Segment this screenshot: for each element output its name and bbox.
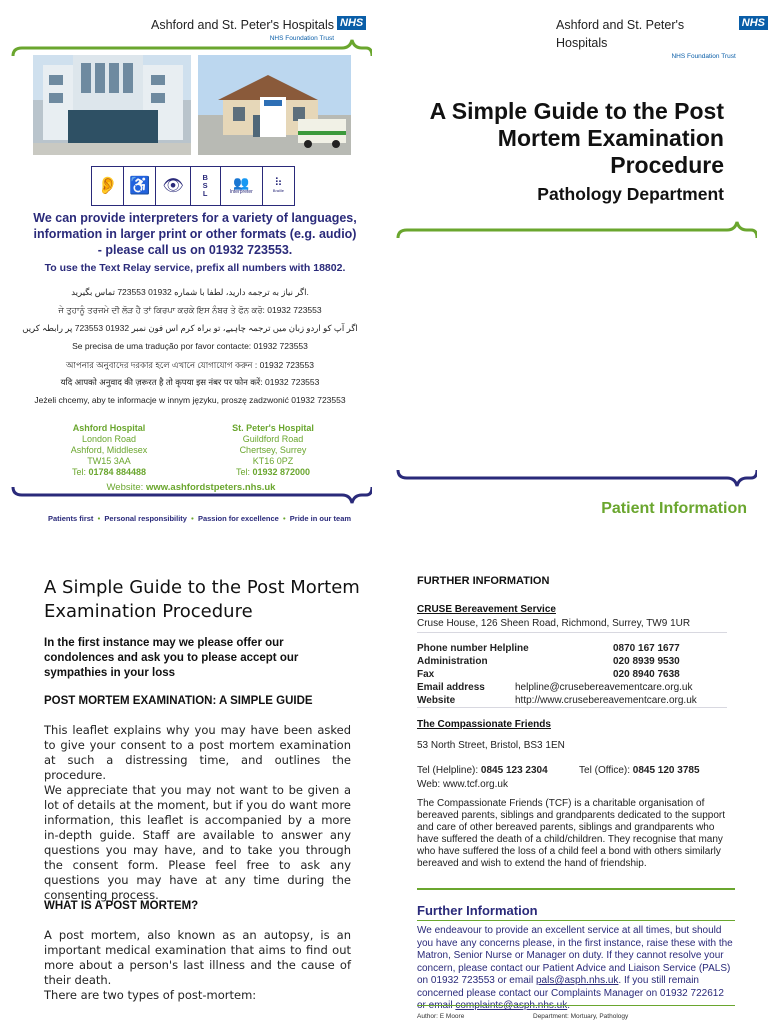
ashford-tel: 01784 884488 [88,467,147,477]
guide-paragraph: We appreciate that you may not want to be given a lot of details at the moment, but if you do want more information, this leaflet is accompanied by a more in-depth guide. Staff are available to answer any questions you may have, and to take you through the consent form. Please feel free to ask any questions you may have at any time during the consenting process. [44,783,351,902]
language-list [20,287,360,413]
interpreter-icon: 👥 Interpreter [221,167,263,205]
braille-label: Braille [272,187,284,193]
tcf-title: The Compassionate Friends [417,719,551,730]
tcf-phones [417,765,727,777]
cover-title: A Simple Guide to the Post Mortem Examination Procedure [429,98,724,178]
st-peters-line: Chertsey, Surrey [239,445,307,455]
navy-brace-cover [395,468,757,498]
patient-information-label: Patient Information [601,500,747,517]
contact-label: Fax [417,669,435,680]
department-line: Department: Mortuary, Pathology [533,1013,629,1020]
language-line: ਜੇ ਤੁਹਾਨੂੰ ਤਰਜਮੇ ਦੀ ਲੋੜ ਹੈ ਤਾਂ ਕਿਰਪਾ ਕਰਕੇ ਇਸ ਨੰਬਰ ਤੇ ਫੋਨ ਕਰੋ: 01932 723553 [58,305,322,315]
tcf-helpline-label: Tel (Helpline): [417,765,479,776]
tcf-office-label: Tel (Office): [579,765,630,776]
language-line: اگر آپ کو اردو زبان میں ترجمہ چاہیے، تو براہ کرم اس فون نمبر 01932 723553 پر رابطہ کریں [22,323,358,333]
divider [417,707,727,708]
language-line: Jeżeli chcemy, aby te informacje w innym języku, proszę zadzwonić 01932 723553 [34,395,346,405]
pals-email-link[interactable]: pals@asph.nhs.uk [535,975,619,986]
guide-paragraph: A post mortem, also known as an autopsy, is an important medical examination that aims to find out more about a person's last illness and the cause of their death. [44,928,351,987]
text-relay-notice: To use the Text Relay service, prefix all numbers with 18802. [44,262,346,274]
guide-title: A Simple Guide to the Post Mortem Examination Procedure [44,577,360,622]
st-peters-tel: 01932 872000 [252,467,311,477]
language-line: আপনার অনুবাদের দরকার হলে এখানে যোগাযোগ করুন : 01932 723553 [66,360,314,370]
fi-text: . If you still remain concerned please contact our Complaints Manager on 01932 722612 [417,975,724,999]
language-line: Se precisa de uma tradução por favor contacte: 01932 723553 [72,341,308,351]
contact-website[interactable]: http://www.crusebereavementcare.org.uk [515,695,697,706]
st-peters-line: KT16 0PZ [252,456,294,466]
website-label: Website: [106,482,144,493]
bsl-letter: B [202,173,208,182]
contact-value: 020 8940 7638 [613,669,680,680]
bsl-letter: S [202,181,208,190]
language-line: यदि आपको अनुवाद की ज़रूरत है तो कृपया इस नंबर पर फोन करें: 01932 723553 [60,377,320,387]
hospital-name: Ashford and St. Peter's Hospitals [151,18,335,32]
author-line: Author: E Moore [417,1013,465,1020]
ashford-line: London Road [81,434,137,444]
hospital-name: Ashford and St. Peter's Hospitals [556,18,685,50]
st-peters-tel-label: Tel: [235,467,250,477]
fi-text: We endeavour to provide an excellent service at all times, but should you have any concerns please, in the first instance, raise these with the Matron, Senior Nurse or Manager on duty. If they cannot resolve your concern, please contact our Patient Advice and Liaison Service (PALS) on 01932 723553 or email [417,925,733,986]
value-item: Patients first [48,514,94,523]
ashford-hospital-address [34,423,184,478]
value-item: Passion for excellence [197,514,279,523]
st-peters-hospital-address [198,423,348,478]
cruse-contact-table [417,643,727,708]
cruse-contact-row [417,669,727,682]
tcf-description: The Compassionate Friends (TCF) is a charitable organisation of bereaved parents, siblings and grandparents dedicated to the support and care of other bereaved parents, siblings and grandparents who have suffered the death of a child/children. They recognise that many who have suffered the loss of a child feel a bond with others similarly bereaved and wish to extend the hand of friendship. [417,798,725,869]
contact-label: Administration [417,656,488,667]
cruse-contact-row [417,643,727,656]
contact-value: 020 8939 9530 [613,656,680,667]
ashford-line: TW15 3AA [87,456,131,466]
trust-name: NHS Foundation Trust [671,53,736,60]
guide-section-heading: WHAT IS A POST MORTEM? [44,900,199,912]
bsl-icon [191,167,221,205]
contact-label: Phone number Helpline [417,643,529,654]
tcf-helpline: 0845 123 2304 [480,765,548,776]
cruse-contact-row [417,656,727,669]
further-information-heading: Further Information [417,903,538,918]
st-peters-name: St. Peter's Hospital [232,423,314,433]
st-peters-hospital-photo [198,55,351,155]
interpreter-heading: We can provide interpreters for a variety of languages, information in larger print or other formats (e.g. audio) - please call us on 01932 723553. [33,211,357,257]
nhs-logo: NHS [337,16,366,30]
website-link[interactable]: www.ashfordstpeters.nhs.uk [145,482,276,493]
wheelchair-icon: ♿ [124,167,156,205]
value-item: Pride in our team [289,514,352,523]
ashford-line: Ashford, Middlesex [70,445,148,455]
st-peters-line: Guildford Road [242,434,304,444]
cruse-title: CRUSE Bereavement Service [417,604,556,615]
green-rule [417,1005,735,1006]
guide-intro: In the first instance may we please offer our condolences and ask you to please accept our sympathies in your loss [44,637,299,679]
ashford-hospital-photo [33,55,191,155]
ashford-name: Ashford Hospital [72,423,146,433]
guide-paragraph: This leaflet explains why you may have been asked to give your consent to a post mortem examination at such a distressing time, and outlines the procedure. [44,723,351,782]
ashford-tel-label: Tel: [71,467,86,477]
trust-values: Patients first • Personal responsibility • Passion for excellence • Pride in our team [48,514,352,523]
bsl-letter: L [202,189,208,198]
tcf-address: 53 North Street, Bristol, BS3 1EN [417,740,565,751]
contact-value: 0870 167 1677 [613,643,680,654]
hearing-loop-icon: 👂 [92,167,124,205]
interpreter-label: Interpreter [229,188,253,195]
nhs-logo: NHS [739,16,768,30]
trust-name: NHS Foundation Trust [269,35,335,42]
low-vision-icon: 👁 [156,167,190,205]
language-line: اگر نیاز به ترجمه دارید، لطفا با شماره 01932 723553 تماس بگیرید. [71,287,309,297]
tcf-office: 0845 120 3785 [632,765,700,776]
cruse-address: Cruse House, 126 Sheen Road, Richmond, Surrey, TW9 1UR [417,618,691,629]
green-rule [417,888,735,890]
contact-email[interactable]: helpline@crusebereavementcare.org.uk [515,682,693,693]
cover-department: Pathology Department [537,184,724,204]
tcf-web[interactable]: Web: www.tcf.org.uk [417,779,508,790]
accessibility-icons [91,166,295,206]
green-rule [417,920,735,921]
green-brace-cover [395,212,757,242]
guide-paragraph: There are two types of post-mortem: [44,988,257,1002]
navy-brace-bottom-left [10,485,372,515]
nhs-brand-right [556,16,768,60]
further-info-heading: FURTHER INFORMATION [417,575,550,587]
value-item: Personal responsibility [104,514,187,523]
braille-icon: ⠷ Braille [272,176,284,193]
cruse-contact-row [417,682,727,695]
guide-section-heading: POST MORTEM EXAMINATION: A SIMPLE GUIDE [44,695,313,707]
contact-label: Email address [417,682,485,693]
contact-label: Website [417,695,456,706]
divider [417,632,727,633]
further-information-text [417,925,733,1013]
